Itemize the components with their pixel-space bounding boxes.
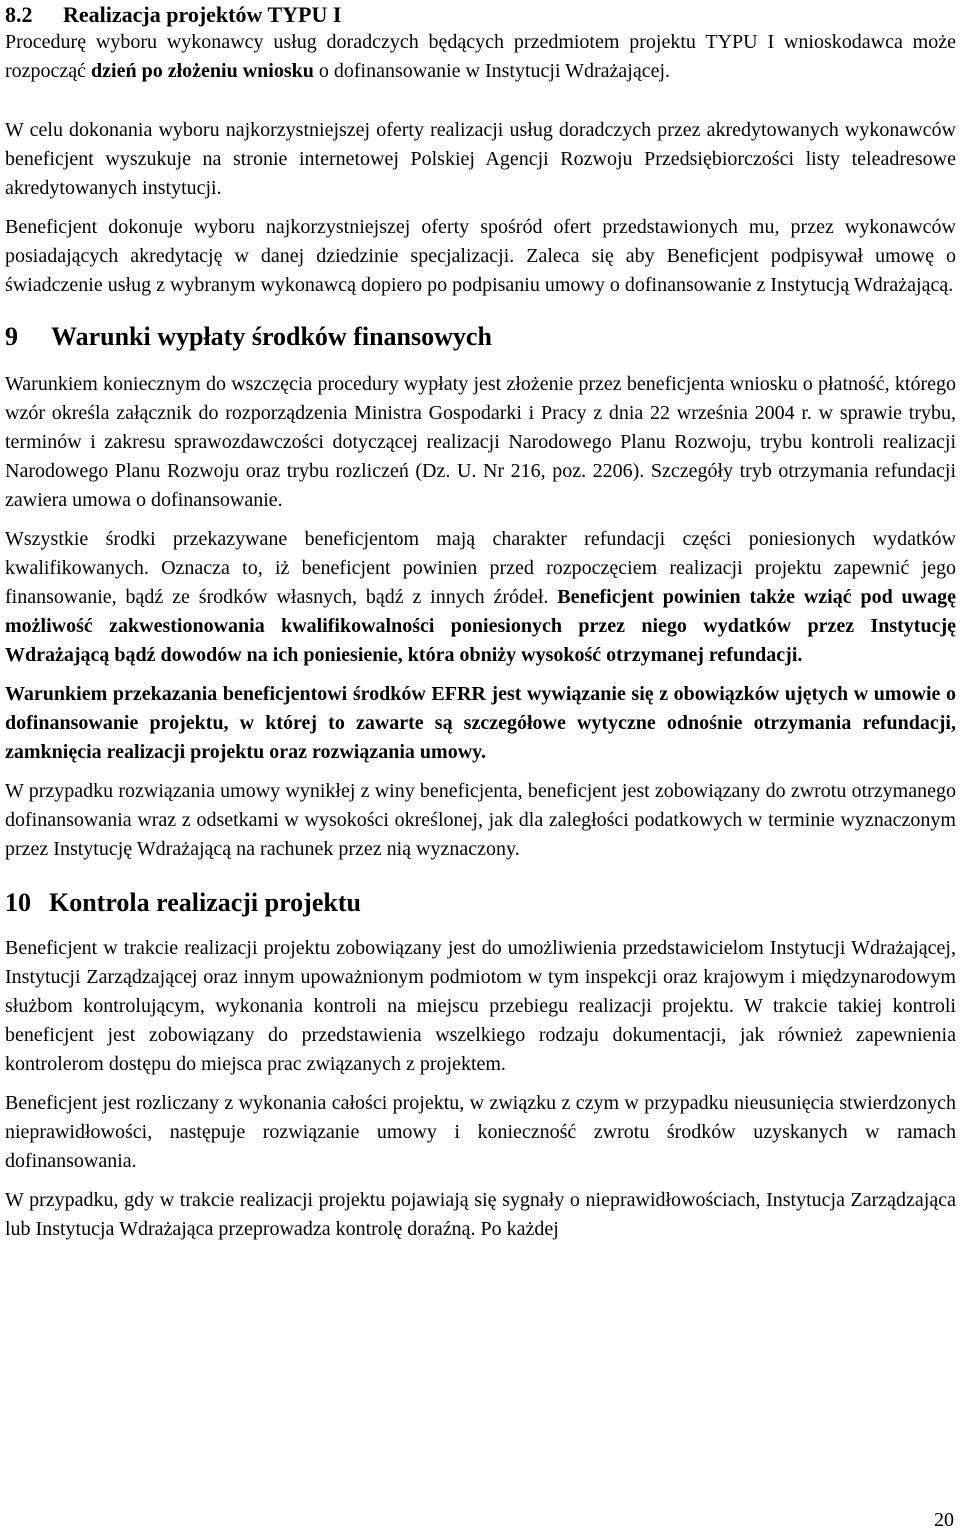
paragraph: W celu dokonania wyboru najkorzystniejszej oferty realizacji usług doradczych przez akredytowanych wykonawców beneficjent wyszukuje na stronie internetowej Polskiej Agencji Rozwoju Przedsiębiorczości listy teleadresowe akredytowanych instytucji. xyxy=(5,119,956,199)
text-run: Procedurę wyboru wykonawcy usług doradczych będących przedmiotem projektu TYPU I wnioskodawca może rozpocząć xyxy=(5,31,956,82)
paragraph: Beneficjent w trakcie realizacji projektu zobowiązany jest do umożliwienia przedstawicielom Instytucji Wdrażającej, Instytucji Zarządzającej oraz innym upoważnionym podmiotom w tym inspekcji oraz krajowym i międzynarodowym służbom kontrolującym, wykonania kontroli na miejscu przebiegu realizacji projektu. W trakcie takiej kontroli beneficjent jest zobowiązany do przedstawienia wszelkiego rodzaju dokumentacji, jak również zapewnienia kontrolerom dostępu do miejsca prac związanych z projektem. xyxy=(5,937,956,1075)
paragraph xyxy=(5,525,956,670)
section-number: 9 xyxy=(5,322,18,351)
section-9-heading xyxy=(5,322,956,352)
paragraph: Warunkiem przekazania beneficjentowi środków EFRR jest wywiązanie się z obowiązków ujętych w umowie o dofinansowanie projektu, w której to zawarte są szczegółowe wytyczne odnośnie otrzymania refundacji, zamknięcia realizacji projektu oraz rozwiązania umowy. xyxy=(5,683,956,763)
section-10-heading xyxy=(5,888,956,918)
section-title: Warunki wypłaty środków finansowych xyxy=(51,322,492,351)
text-run: o dofinansowanie w Instytucji Wdrażającej. xyxy=(313,60,671,82)
bold-text-run: dzień po złożeniu wniosku xyxy=(91,60,314,82)
text-run: Wszystkie środki przekazywane beneficjentom mają charakter refundacji części poniesionych wydatków kwalifikowanych. Oznacza to, iż beneficjent powinien przed rozpoczęciem realizacji projektu zapewnić jego finansowanie, bądź ze środków własnych, bądź z innych źródeł. xyxy=(5,528,956,608)
section-number: 8.2 xyxy=(5,2,33,27)
section-title: Realizacja projektów TYPU I xyxy=(63,2,342,27)
section-8-2-heading xyxy=(5,0,956,28)
paragraph: W przypadku, gdy w trakcie realizacji projektu pojawiają się sygnały o nieprawidłowościach, Instytucja Zarządzająca lub Instytucja Wdrażająca przeprowadza kontrolę doraźną. Po każdej xyxy=(5,1189,956,1240)
paragraph: Warunkiem koniecznym do wszczęcia procedury wypłaty jest złożenie przez beneficjenta wniosku o płatność, którego wzór określa załącznik do rozporządzenia Ministra Gospodarki i Pracy z dnia 22 września 2004 r. w sprawie trybu, terminów i zakresu sprawozdawczości dotyczącej realizacji Narodowego Planu Rozwoju, trybu kontroli realizacji Narodowego Planu Rozwoju oraz trybu rozliczeń (Dz. U. Nr 216, poz. 2206). Szczegóły tryb otrzymania refundacji zawiera umowa o dofinansowanie. xyxy=(5,373,956,511)
page-number: 20 xyxy=(934,1509,954,1531)
paragraph: Beneficjent jest rozliczany z wykonania całości projektu, w związku z czym w przypadku nieusunięcia stwierdzonych nieprawidłowości, następuje rozwiązanie umowy i konieczność zwrotu środków uzyskanych w ramach dofinansowania. xyxy=(5,1092,956,1172)
paragraph: Beneficjent dokonuje wyboru najkorzystniejszej oferty spośród ofert przedstawionych mu, przez wykonawców posiadających akredytację w danej dziedzinie specjalizacji. Zaleca się aby Beneficjent podpisywał umowę o świadczenie usług z wybranym wykonawcą dopiero po podpisaniu umowy o dofinansowanie z Instytucją Wdrażającą. xyxy=(5,216,956,296)
section-title: Kontrola realizacji projektu xyxy=(49,888,361,917)
document-page xyxy=(5,0,956,1244)
paragraph: W przypadku rozwiązania umowy wynikłej z winy beneficjenta, beneficjent jest zobowiązany do zwrotu otrzymanego dofinansowania wraz z odsetkami w wysokości określonej, jak dla zaległości podatkowych w terminie wyznaczonym przez Instytucję Wdrażającą na rachunek przez nią wyznaczony. xyxy=(5,780,956,860)
bold-text-run: Beneficjent powinien także wziąć pod uwagę możliwość zakwestionowania kwalifikowalności poniesionych przez niego wydatków przez Instytucję Wdrażającą bądź dowodów na ich poniesienie, która obniży wysokość otrzymanej refundacji. xyxy=(5,586,956,666)
paragraph xyxy=(5,28,956,86)
section-number: 10 xyxy=(5,888,31,917)
